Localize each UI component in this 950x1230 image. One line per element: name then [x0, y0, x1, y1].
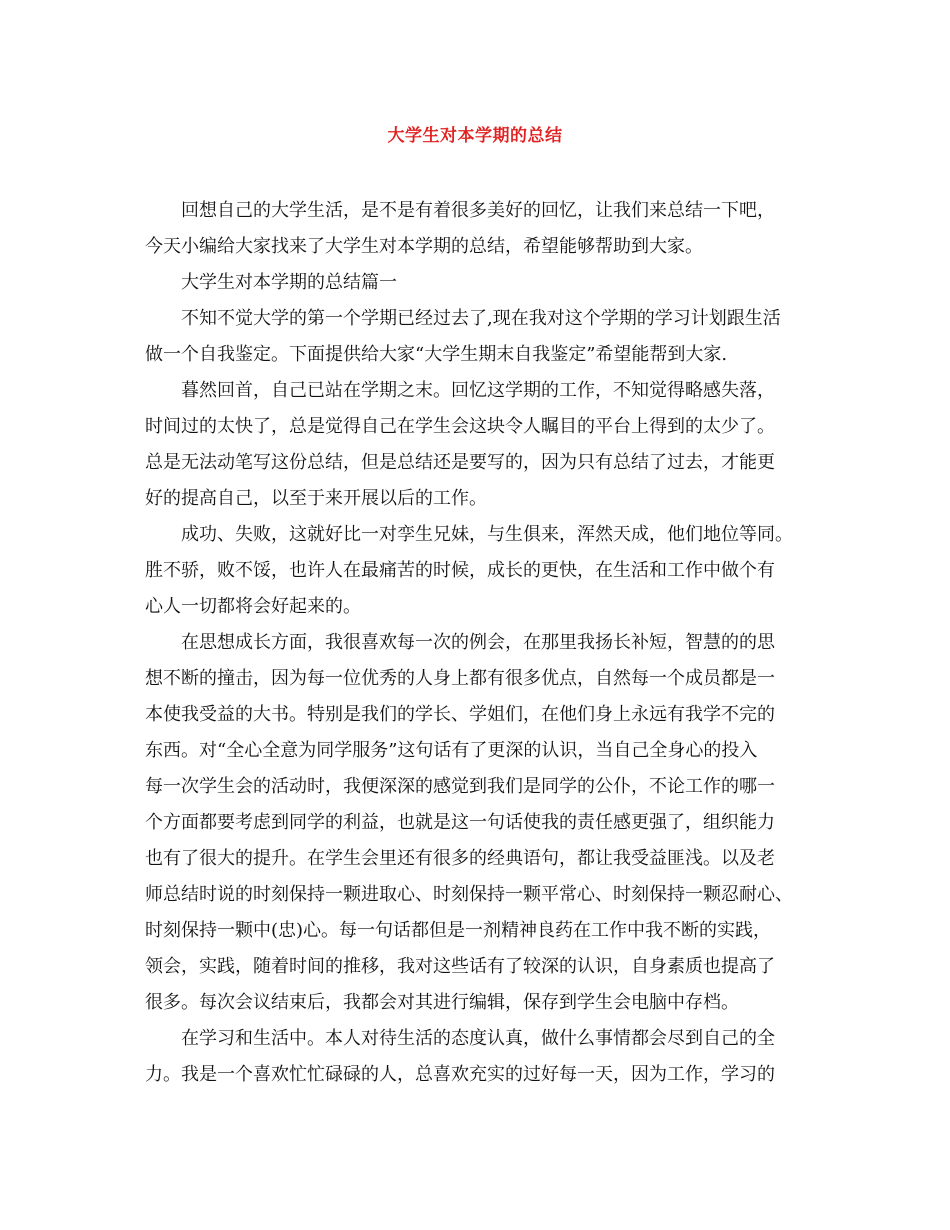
- text-line: 回想自己的大学生活，是不是有着很多美好的回忆，让我们来总结一下吧，: [181, 200, 775, 221]
- text-line: 每一次学生会的活动时，我便深深的感觉到我们是同学的公仆，不论工作的哪一: [145, 776, 775, 797]
- text-line: 成功、失败，这就好比一对孪生兄妹，与生俱来，浑然天成，他们地位等同。: [181, 524, 793, 545]
- text-line: 好的提高自己，以至于来开展以后的工作。: [145, 488, 487, 509]
- text-line: 师总结时说的时刻保持一颗进取心、时刻保持一颗平常心、时刻保持一颗忍耐心、: [145, 884, 793, 905]
- text-line: 在思想成长方面，我很喜欢每一次的例会，在那里我扬长补短，智慧的的思: [181, 632, 775, 653]
- text-line: 东西。对“全心全意为同学服务”这句话有了更深的认识，当自己全身心的投入: [145, 740, 758, 761]
- document-title: 大学生对本学期的总结: [387, 126, 563, 146]
- text-line: 胜不骄，败不馁，也许人在最痛苦的时候，成长的更快，在生活和工作中做个有: [145, 560, 775, 581]
- text-line: 暮然回首，自己已站在学期之末。回忆这学期的工作，不知觉得略感失落，: [181, 380, 775, 401]
- text-line: 很多。每次会议结束后，我都会对其进行编辑，保存到学生会电脑中存档。: [145, 992, 739, 1013]
- text-line: 力。我是一个喜欢忙忙碌碌的人，总喜欢充实的过好每一天，因为工作，学习的: [145, 1064, 775, 1085]
- text-line: 时刻保持一颗中(忠)心。每一句话都但是一剂精神良药在工作中我不断的实践，: [145, 920, 772, 941]
- text-line: 做一个自我鉴定。下面提供给大家“大学生期末自我鉴定”希望能帮到大家.: [145, 344, 728, 365]
- text-line: 想不断的撞击，因为每一位优秀的人身上都有很多优点，自然每一个成员都是一: [145, 668, 775, 689]
- text-line: 领会，实践，随着时间的推移，我对这些话有了较深的认识，自身素质也提高了: [145, 956, 775, 977]
- text-line: 大学生对本学期的总结篇一: [181, 272, 397, 293]
- text-line: 心人一切都将会好起来的。: [145, 596, 361, 617]
- text-line: 在学习和生活中。本人对待生活的态度认真，做什么事情都会尽到自己的全: [181, 1028, 775, 1049]
- text-line: 今天小编给大家找来了大学生对本学期的总结，希望能够帮助到大家。: [145, 236, 703, 257]
- text-line: 不知不觉大学的第一个学期已经过去了,现在我对这个学期的学习计划跟生活: [181, 308, 781, 329]
- text-line: 个方面都要考虑到同学的利益，也就是这一句话使我的责任感更强了，组织能力: [145, 812, 775, 833]
- text-line: 时间过的太快了，总是觉得自己在学生会这块令人瞩目的平台上得到的太少了。: [145, 416, 775, 437]
- text-line: 也有了很大的提升。在学生会里还有很多的经典语句，都让我受益匪浅。以及老: [145, 848, 775, 869]
- document-body: [145, 193, 810, 1093]
- text-line: 本使我受益的大书。特别是我们的学长、学姐们，在他们身上永远有我学不完的: [145, 704, 775, 725]
- text-line: 总是无法动笔写这份总结，但是总结还是要写的，因为只有总结了过去，才能更: [145, 452, 775, 473]
